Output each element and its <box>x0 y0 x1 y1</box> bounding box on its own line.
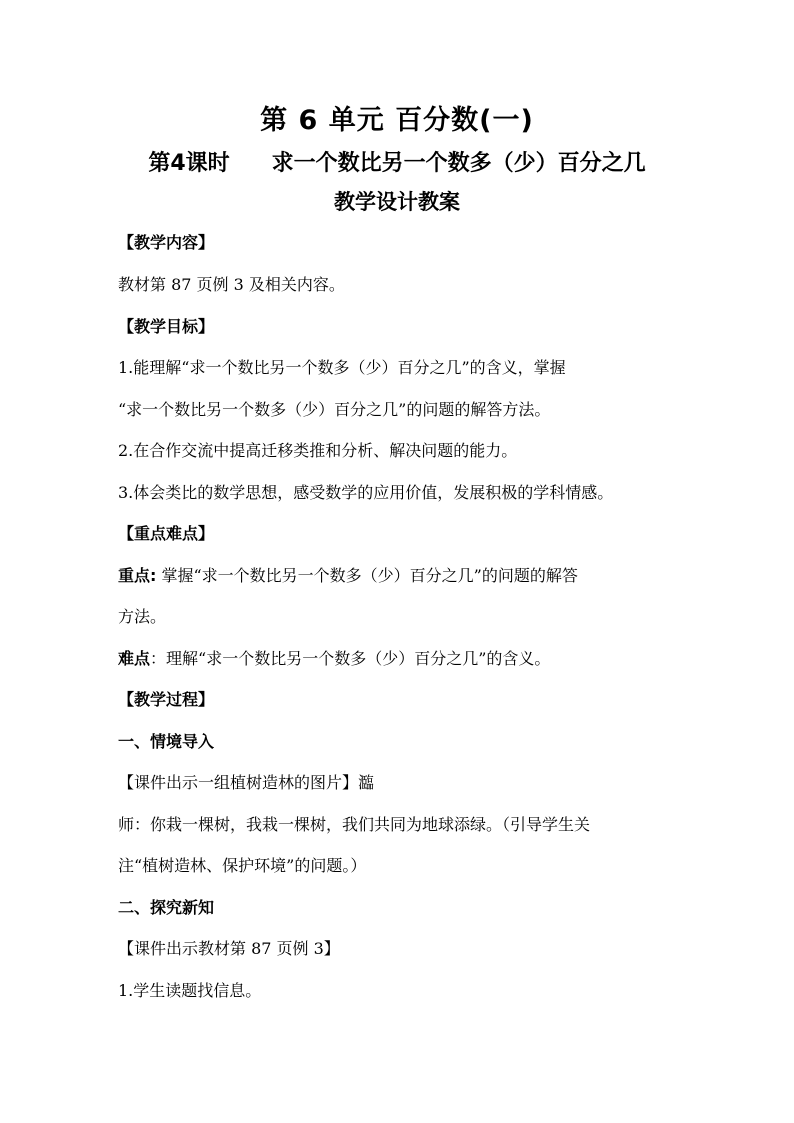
key-points-heading: 【重点难点】 <box>118 524 215 543</box>
difficulty-line <box>118 649 688 669</box>
key-point-label: 重点: <box>118 566 157 585</box>
content-text: 教材第 87 页例 3 及相关内容。 <box>118 275 345 294</box>
goal-3: 3.体会类比的数学思想，感受数学的应用价值，发展积极的学科情感。 <box>118 483 614 502</box>
content-heading: 【教学内容】 <box>118 233 215 252</box>
part-1-teacher-line-1: 师：你栽一棵树，我栽一棵树，我们共同为地球添绿。（引导学生关 <box>118 815 591 834</box>
part-2-heading: 二、探究新知 <box>118 898 215 917</box>
part-2-step-1: 1.学生读题找信息。 <box>118 981 262 1000</box>
lesson-title-line <box>0 146 794 177</box>
part-1-courseware: 【课件出示一组植树造林的图片】瀶 <box>118 773 375 792</box>
unit-title: 第 6 单元 百分数(一) <box>260 105 534 136</box>
lesson-title: 求一个数比另一个数多（少）百分之几 <box>271 151 646 176</box>
difficulty-label: 难点 <box>118 649 151 668</box>
goals-heading: 【教学目标】 <box>118 317 215 336</box>
difficulty-text: ：理解“求一个数比另一个数多（少）百分之几”的含义。 <box>150 649 551 668</box>
part-2-courseware: 【课件出示教材第 87 页例 3】 <box>118 939 340 958</box>
part-1-teacher-line-2: 注“植树造林、保护环境”的问题。） <box>118 856 367 875</box>
key-point-line-1 <box>118 566 688 586</box>
goal-2: 2.在合作交流中提高迁移类推和分析、解决问题的能力。 <box>118 441 518 460</box>
lesson-number: 第4课时 <box>148 151 230 176</box>
key-point-line-2: 方法。 <box>118 607 167 626</box>
part-1-heading: 一、情境导入 <box>118 732 215 751</box>
key-point-text: 掌握“求一个数比另一个数多（少）百分之几”的问题的解答 <box>156 566 578 585</box>
goal-1-line-2: “求一个数比另一个数多（少）百分之几”的问题的解答方法。 <box>118 400 551 419</box>
document-type: 教学设计教案 <box>334 190 460 214</box>
goal-1-line-1: 1.能理解“求一个数比另一个数多（少）百分之几”的含义，掌握 <box>118 358 566 377</box>
process-heading: 【教学过程】 <box>118 690 215 709</box>
